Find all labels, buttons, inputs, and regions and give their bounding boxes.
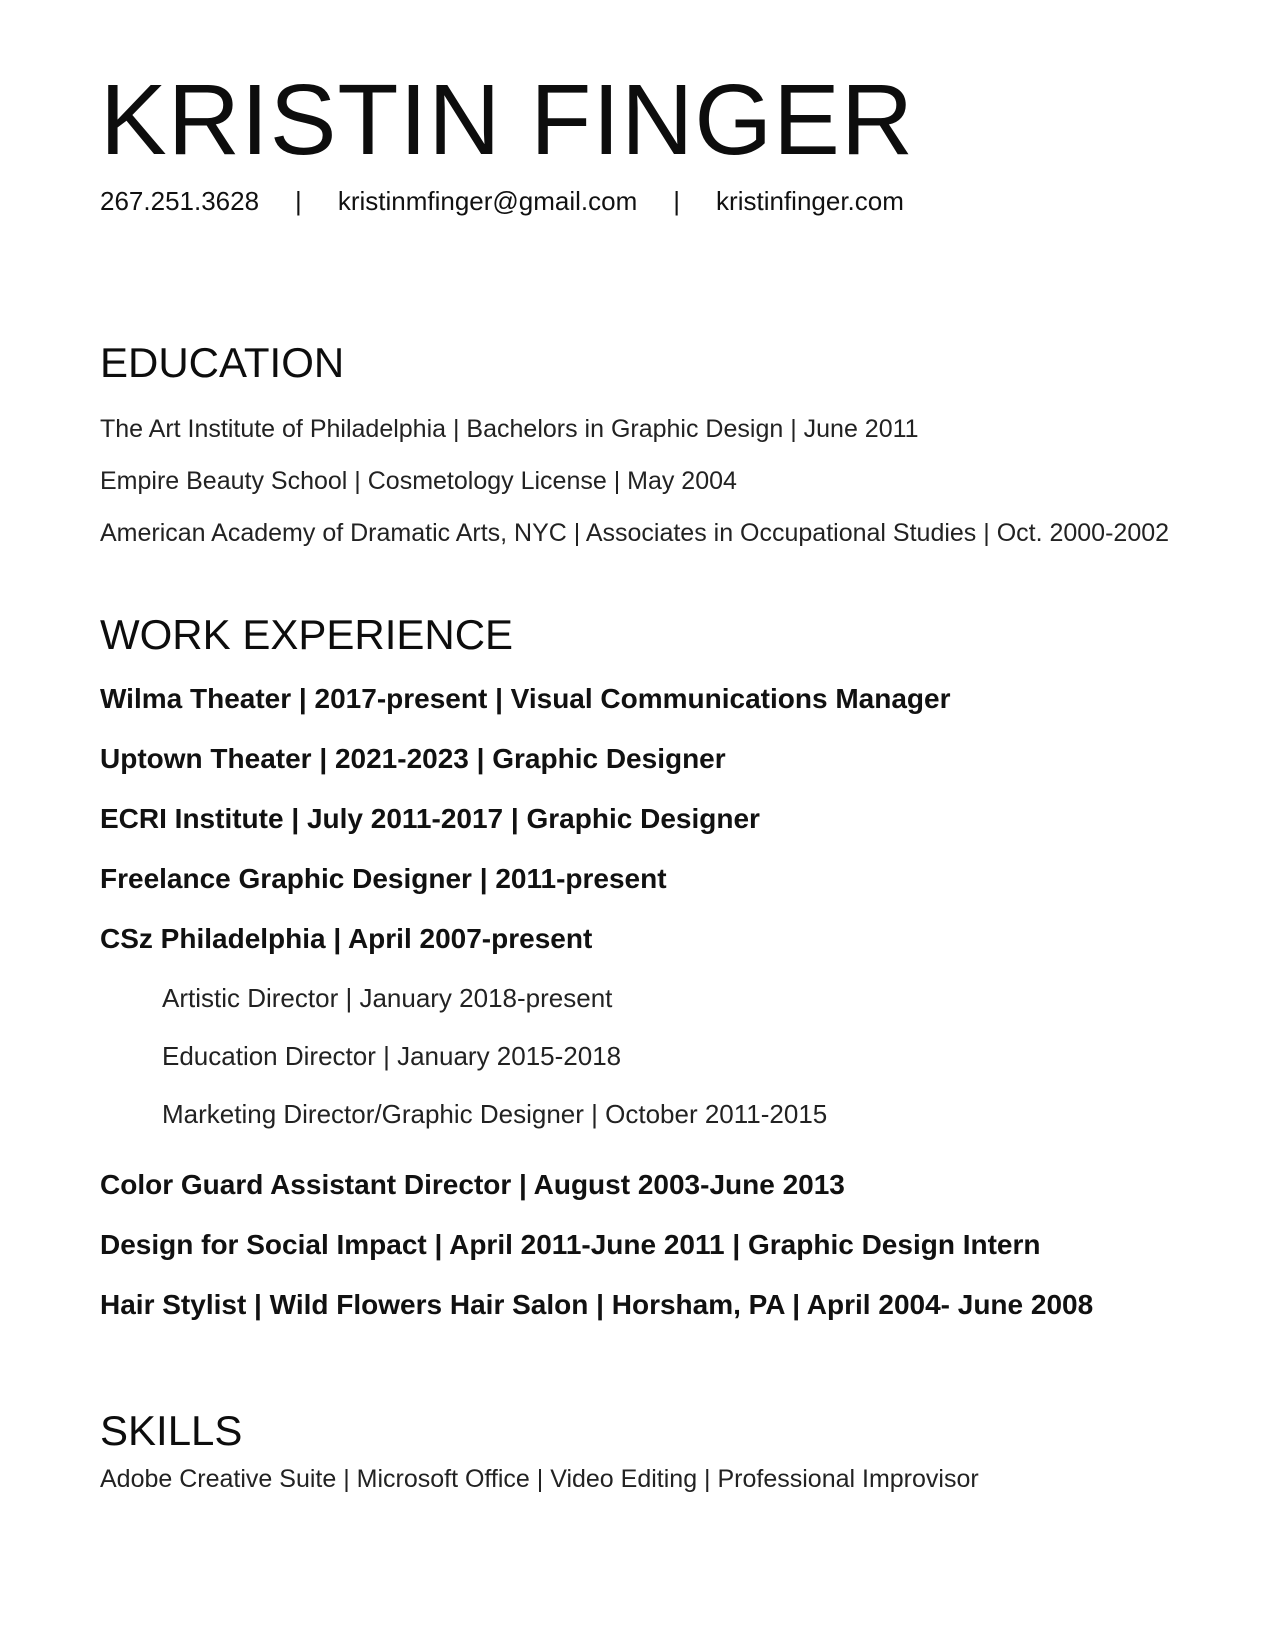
- education-heading: EDUCATION: [100, 339, 345, 386]
- work-item: CSz Philadelphia | April 2007-present: [100, 923, 593, 954]
- education-list: [100, 403, 1230, 559]
- contact-separator: |: [673, 186, 681, 216]
- phone-number: 267.251.3628: [100, 186, 260, 216]
- work-experience-list: [100, 669, 1230, 1335]
- role-item: Marketing Director/Graphic Designer | October 2011-2015: [162, 1099, 828, 1129]
- resume-name: KRISTIN FINGER: [100, 64, 915, 176]
- role-item: Education Director | January 2015-2018: [162, 1041, 622, 1071]
- contact-line: [100, 186, 1230, 217]
- email-address: kristinmfinger@gmail.com: [337, 186, 638, 216]
- work-item: Design for Social Impact | April 2011-June 2011 | Graphic Design Intern: [100, 1229, 1041, 1260]
- work-item: Color Guard Assistant Director | August 2003-June 2013: [100, 1169, 845, 1200]
- work-item: Uptown Theater | 2021-2023 | Graphic Designer: [100, 743, 726, 774]
- work-item: Freelance Graphic Designer | 2011-present: [100, 863, 667, 894]
- role-item: Artistic Director | January 2018-present: [162, 983, 613, 1013]
- work-item: Hair Stylist | Wild Flowers Hair Salon | Horsham, PA | April 2004- June 2008: [100, 1289, 1094, 1320]
- education-item: The Art Institute of Philadelphia | Bachelors in Graphic Design | June 2011: [100, 415, 919, 443]
- work-item: Wilma Theater | 2017-present | Visual Communications Manager: [100, 683, 951, 714]
- resume-page: [100, 64, 1230, 1494]
- education-item: American Academy of Dramatic Arts, NYC | Associates in Occupational Studies | Oct. 2000-2002: [100, 519, 1170, 547]
- skills-heading: SKILLS: [100, 1407, 243, 1454]
- education-item: Empire Beauty School | Cosmetology License | May 2004: [100, 467, 737, 495]
- csz-roles-list: [100, 969, 1230, 1155]
- csz-roles-group: [100, 969, 1230, 1155]
- website-url: kristinfinger.com: [716, 186, 904, 216]
- contact-separator: |: [295, 186, 302, 216]
- skills-list: Adobe Creative Suite | Microsoft Office | Video Editing | Professional Improvisor: [100, 1465, 979, 1493]
- work-item: ECRI Institute | July 2011-2017 | Graphic Designer: [100, 803, 760, 834]
- work-experience-heading: WORK EXPERIENCE: [100, 611, 514, 658]
